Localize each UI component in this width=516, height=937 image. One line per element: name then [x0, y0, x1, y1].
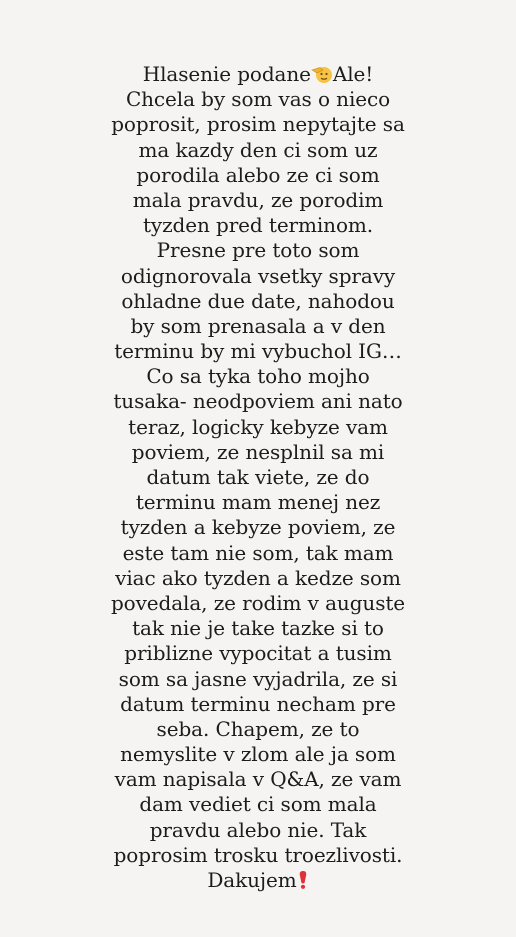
caption-line-16: poviem, ze nesplnil sa mi	[131, 439, 385, 464]
caption-line-25: som sa jasne vyjadrila, ze si	[118, 666, 398, 691]
caption-line-28: nemyslite v zlom ale ja som	[120, 742, 396, 767]
caption-line-3: poprosit, prosim nepytajte sa	[111, 112, 405, 137]
red-exclamation-icon	[297, 870, 309, 890]
caption-line-23: tak nie je take tazke si to	[132, 616, 384, 641]
caption-line-8: Presne pre toto som	[156, 238, 360, 263]
caption-line-2: Chcela by som vas o nieco	[125, 87, 391, 112]
caption-line-32: poprosim trosku troezlivosti.	[113, 842, 403, 867]
saluting-face-icon	[311, 64, 333, 84]
caption-line-21: viac ako tyzden a kedze som	[115, 565, 401, 590]
caption-line-33	[30, 868, 486, 893]
caption-line-33-text: Dakujem	[207, 868, 297, 892]
caption-line-12: terminu by mi vybuchol IG…	[114, 339, 402, 364]
caption-line-1-text: Hlasenie podane	[142, 62, 311, 86]
caption-line-13: Co sa tyka toho mojho	[146, 364, 370, 389]
caption-line-7: tyzden pred terminom.	[142, 213, 374, 238]
caption-line-4: ma kazdy den ci som uz	[138, 137, 378, 162]
caption-line-10: ohladne due date, nahodou	[121, 288, 395, 313]
story-caption	[30, 62, 486, 893]
caption-line-9: odignorovala vsetky spravy	[120, 263, 396, 288]
caption-line-26: datum terminu necham pre	[120, 691, 396, 716]
caption-line-14: tusaka- neodpoviem ani nato	[113, 389, 403, 414]
caption-line-19: tyzden a kebyze poviem, ze	[120, 515, 396, 540]
caption-line-29: vam napisala v Q&A, ze vam	[114, 767, 402, 792]
caption-line-24: priblizne vypocitat a tusim	[124, 641, 392, 666]
caption-line-30: dam vediet ci som mala	[139, 792, 377, 817]
caption-line-22: povedala, ze rodim v auguste	[110, 590, 406, 615]
caption-line-27: seba. Chapem, ze to	[156, 716, 360, 741]
caption-line-6: mala pravdu, ze porodim	[132, 187, 384, 212]
caption-line-17: datum tak viete, ze do	[146, 465, 370, 489]
caption-line-31: pravdu alebo nie. Tak	[149, 817, 367, 842]
caption-line-5: porodila alebo ze ci som	[136, 162, 380, 187]
caption-line-18: terminu mam menej nez	[135, 490, 381, 515]
caption-line-1b-text: Ale!	[332, 62, 374, 86]
caption-line-15: teraz, logicky kebyze vam	[128, 414, 388, 439]
caption-line-11: by som prenasala a v den	[130, 313, 386, 338]
caption-line-1	[30, 62, 486, 87]
caption-line-20: este tam nie som, tak mam	[122, 540, 394, 565]
